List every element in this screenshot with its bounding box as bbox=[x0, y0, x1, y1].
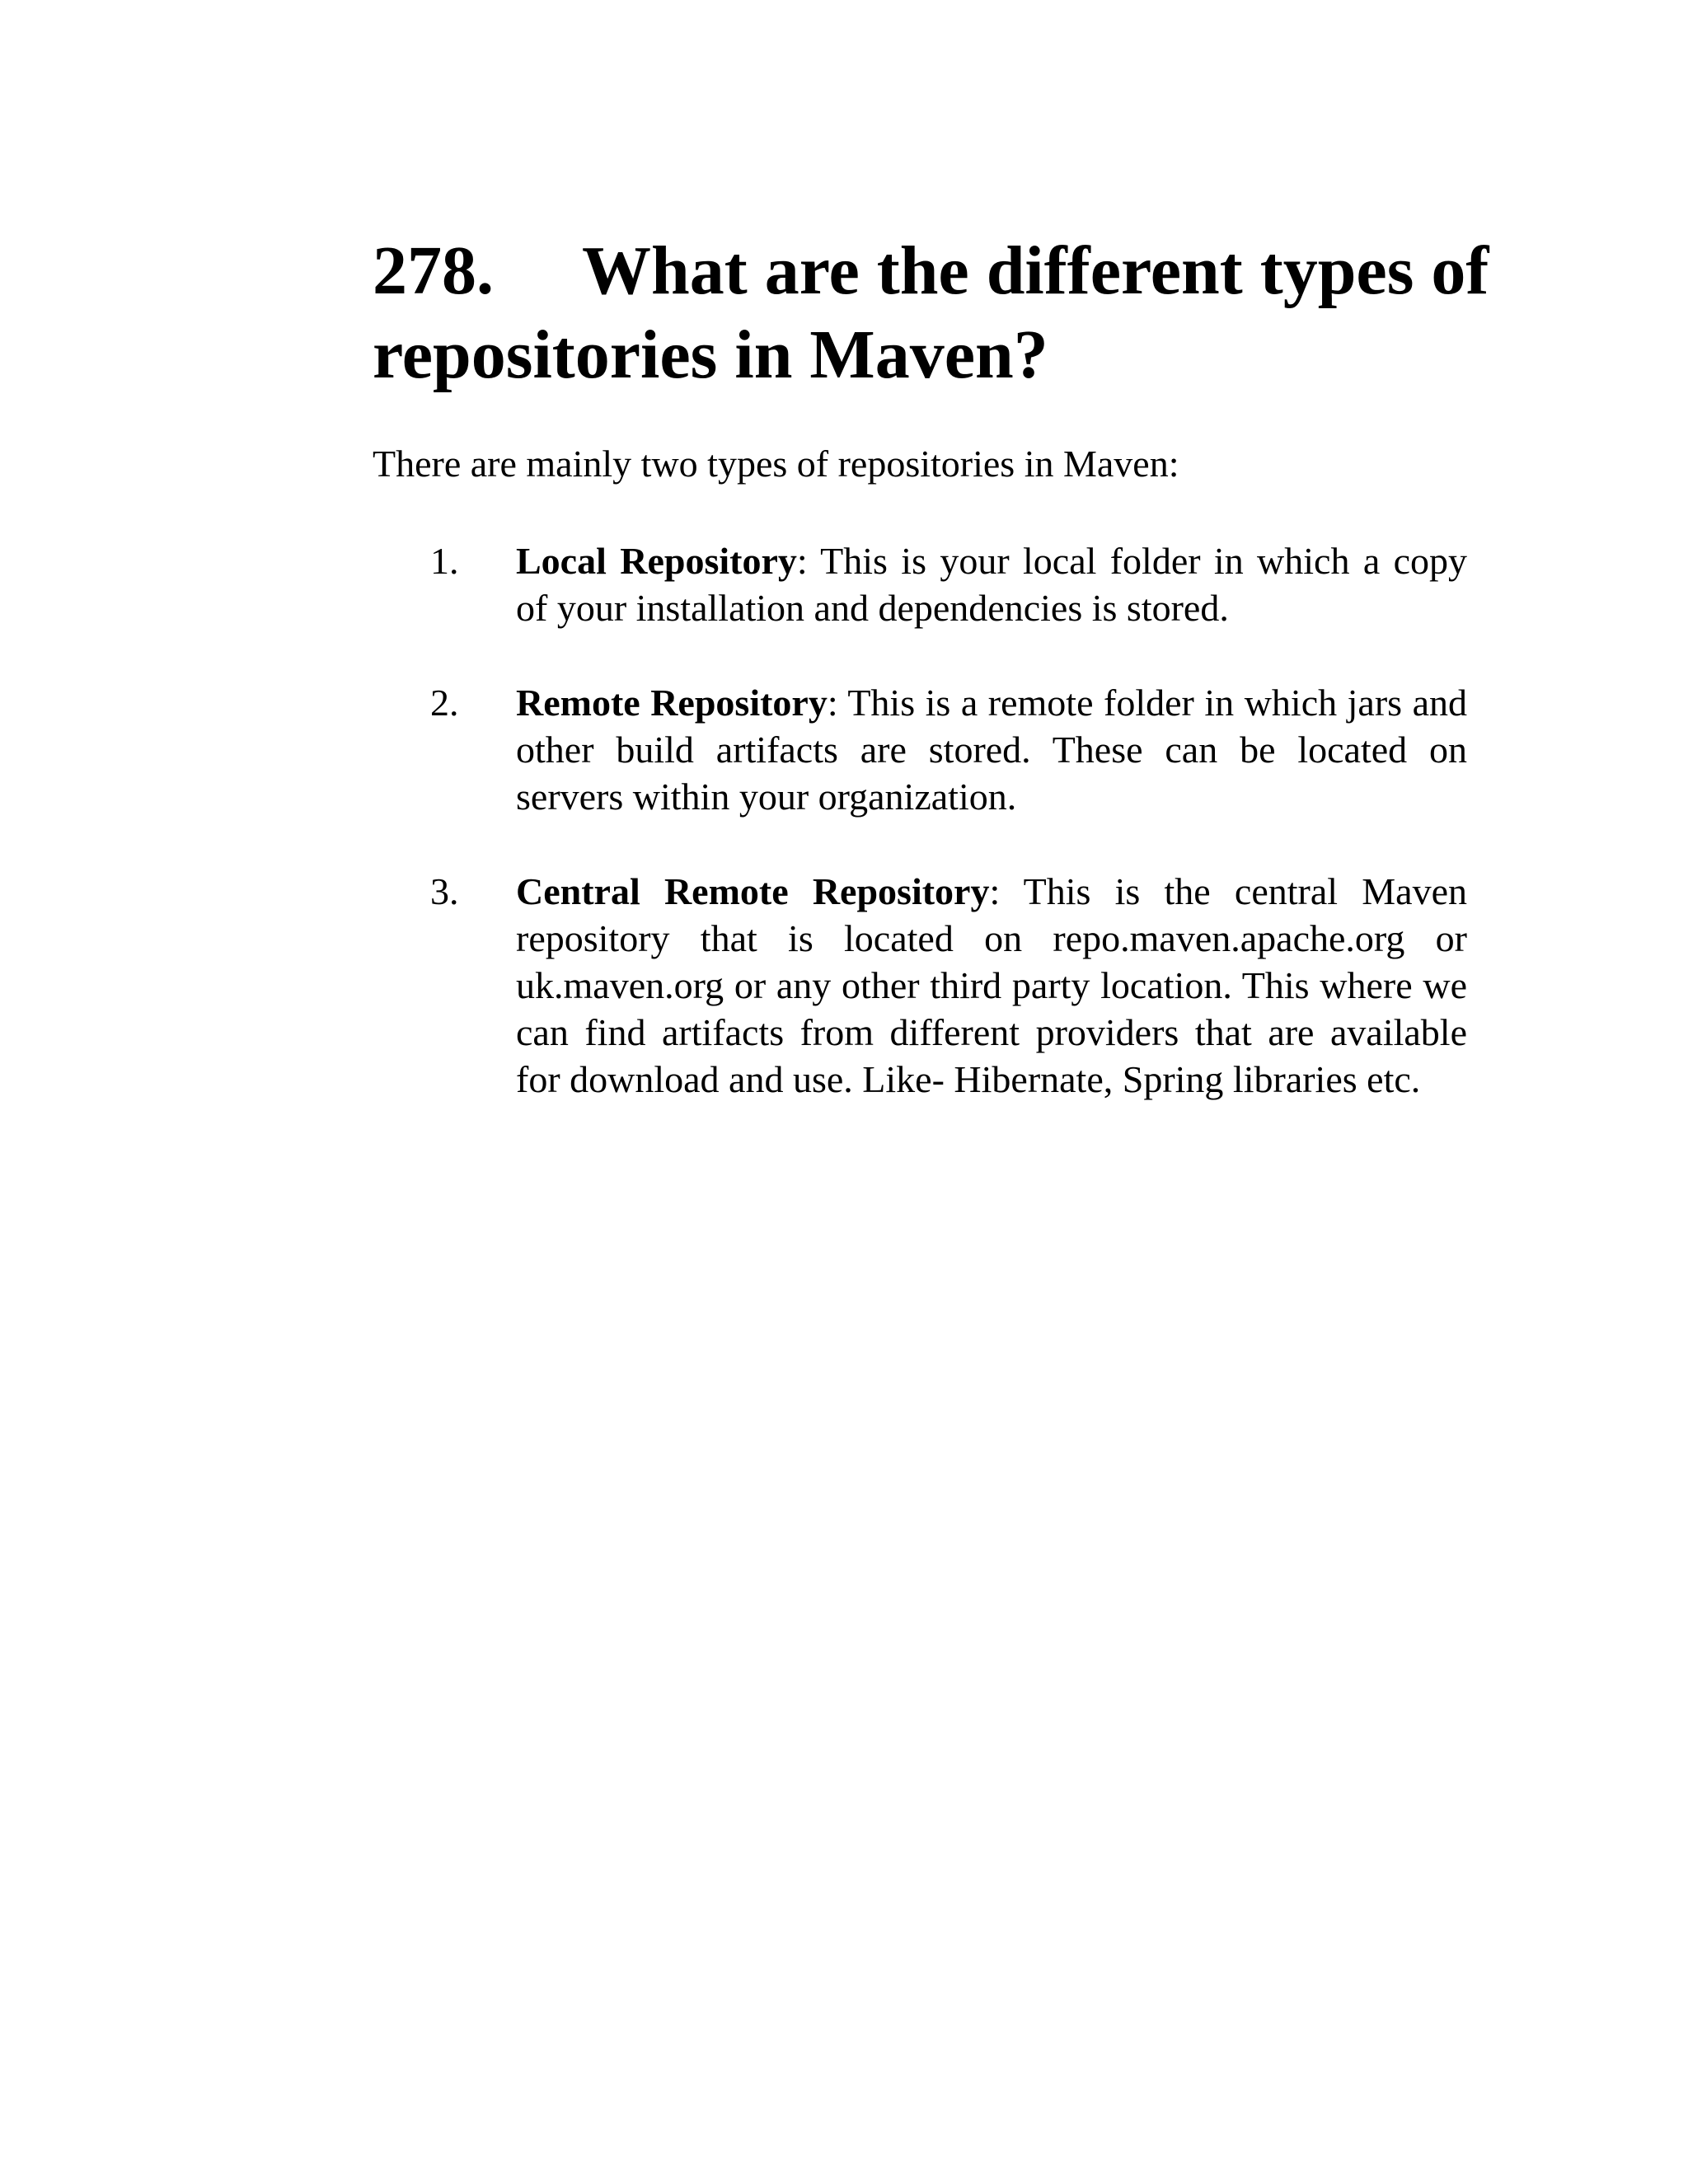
repository-types-list bbox=[373, 537, 1467, 1151]
list-marker: 2. bbox=[430, 682, 459, 724]
term-local-repository: Local Repository bbox=[516, 540, 797, 582]
list-item-central-remote-repository bbox=[373, 868, 1467, 1103]
intro-paragraph: There are mainly two types of repositories in Maven: bbox=[373, 443, 1179, 485]
description-remote-repository: : This is a remote folder in which jars and other build artifacts are stored. These can be located on servers within your organization. bbox=[516, 682, 1468, 818]
question-heading bbox=[373, 229, 1493, 397]
description-central-remote-repository: : This is the central Maven repository that is located on repo.maven.apache.org or uk.maven.org or any other third party location. This where we can find artifacts from different providers that are available for download and use. Like- Hibernate, Spring libraries etc. bbox=[516, 870, 1467, 1100]
question-title: What are the different types of repositories in Maven? bbox=[373, 232, 1489, 393]
question-number: 278. bbox=[373, 232, 494, 309]
list-item-local-repository bbox=[373, 537, 1467, 631]
list-marker: 1. bbox=[430, 540, 459, 582]
list-item-remote-repository bbox=[373, 679, 1467, 820]
term-central-remote-repository: Central Remote Repository bbox=[516, 870, 990, 912]
description-local-repository: : This is your local folder in which a copy of your installation and dependencies is stored. bbox=[516, 540, 1468, 629]
term-remote-repository: Remote Repository bbox=[516, 682, 828, 724]
list-marker: 3. bbox=[430, 870, 459, 912]
